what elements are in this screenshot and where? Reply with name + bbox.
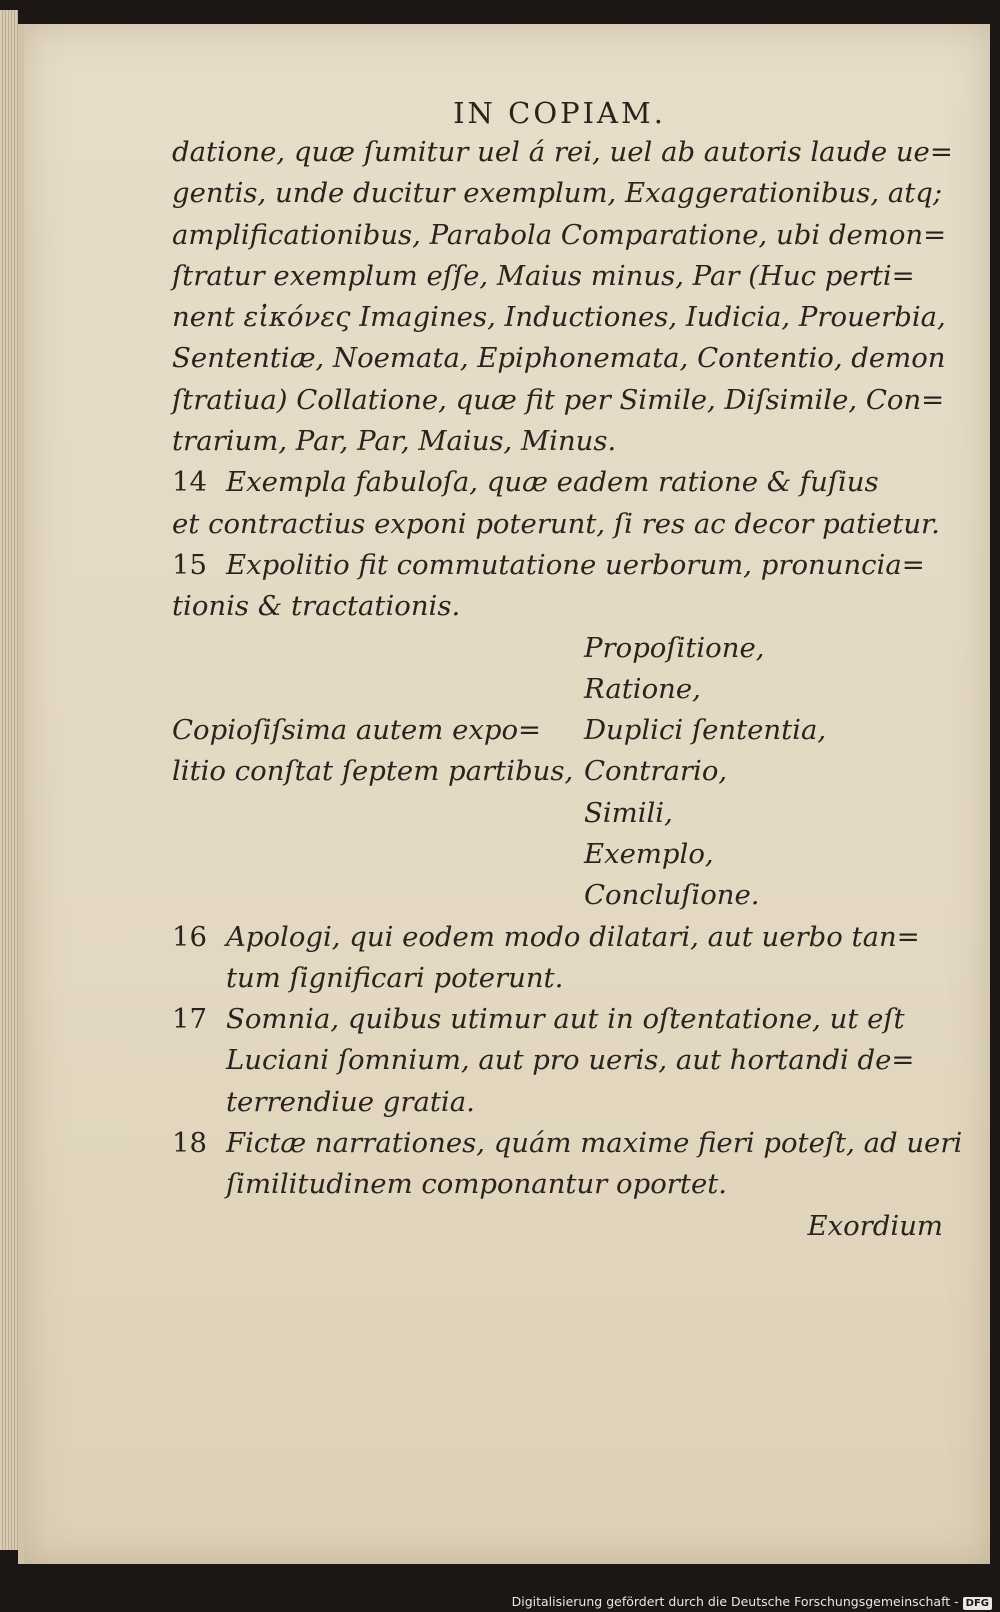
body-line: Sententiæ, Noemata, Epiphonemata, Contentio, demon [172, 342, 946, 375]
expolitio-part: Duplici ſententia, [584, 714, 827, 747]
expolitio-intro [172, 710, 592, 793]
body-line: amplificationibus, Parabola Comparatione, ubi demon= [172, 218, 947, 251]
expolitio-part: Propoſitione, [584, 631, 765, 664]
item-number: 16 [172, 920, 207, 953]
body-line: nent εἰκόνες Imagines, Inductiones, Iudicia, Prouerbia, [172, 301, 946, 334]
credit-text: Digitalisierung gefördert durch die Deutsche Forschungsgemeinschaft - [511, 1594, 959, 1609]
item-text: Expolitio fit commutatione uerborum, pronuncia= [226, 548, 925, 581]
running-head: IN COPIAM. [453, 96, 666, 130]
page-edge [0, 10, 18, 1550]
item-text: Fictæ narrationes, quám maxime fieri poteſt, ad ueri [226, 1127, 963, 1160]
expolitio-parts-table [172, 628, 947, 917]
expolitio-part: Simili, [584, 796, 673, 829]
item-18 [172, 1123, 963, 1206]
page-content [172, 96, 963, 1247]
expolitio-intro-line: Copioſiſsima autem expo= [172, 713, 542, 746]
item-17 [172, 999, 947, 1123]
item-text: et contractius exponi poterunt, ſi res ac decor patietur. [172, 507, 940, 540]
expolitio-part: Contrario, [584, 755, 728, 788]
dfg-logo-icon: DFG [963, 1597, 992, 1610]
item-text: ſimilitudinem componantur oportet. [226, 1168, 728, 1201]
digitization-credit [512, 1594, 992, 1610]
expolitio-part: Exemplo, [584, 838, 714, 871]
expolitio-intro-line: litio conſtat ſeptem partibus, [172, 754, 574, 787]
item-number: 18 [172, 1127, 207, 1160]
item-text: tum ſignificari poterunt. [226, 961, 564, 994]
item-text: terrendiue gratia. [226, 1085, 475, 1118]
expolitio-part: Ratione, [584, 672, 701, 705]
item-text: Luciani ſomnium, aut pro ueris, aut hortandi de= [226, 1044, 915, 1077]
body-line: gentis, unde ducitur exemplum, Exaggerationibus, atq; [172, 177, 943, 210]
item-number: 15 [172, 548, 207, 581]
item-number: 14 [172, 466, 207, 499]
item-16 [172, 917, 947, 1000]
body-line: ſtratiua) Collatione, quæ fit per Simile, Diſsimile, Con= [172, 383, 945, 416]
item-text: Apologi, qui eodem modo dilatari, aut uerbo tan= [226, 920, 920, 953]
body-line: ſtratur exemplum eſſe, Maius minus, Par (Huc perti= [172, 259, 915, 292]
catchword: Exordium [807, 1209, 943, 1242]
body-paragraph [172, 132, 953, 462]
expolitio-part: Concluſione. [584, 879, 760, 912]
item-text: Exempla fabuloſa, quæ eadem ratione & fuſius [226, 466, 879, 499]
item-number: 17 [172, 1003, 207, 1036]
item-text: Somnia, quibus utimur aut in oſtentatione, ut eſt [226, 1003, 905, 1036]
expolitio-parts-list [584, 628, 826, 917]
item-text: tionis & tractationis. [172, 590, 461, 623]
item-15 [172, 545, 947, 628]
body-line: trarium, Par, Par, Maius, Minus. [172, 425, 617, 458]
item-14 [172, 462, 947, 545]
body-line: datione, quæ ſumitur uel á rei, uel ab autoris laude ue= [172, 136, 953, 168]
